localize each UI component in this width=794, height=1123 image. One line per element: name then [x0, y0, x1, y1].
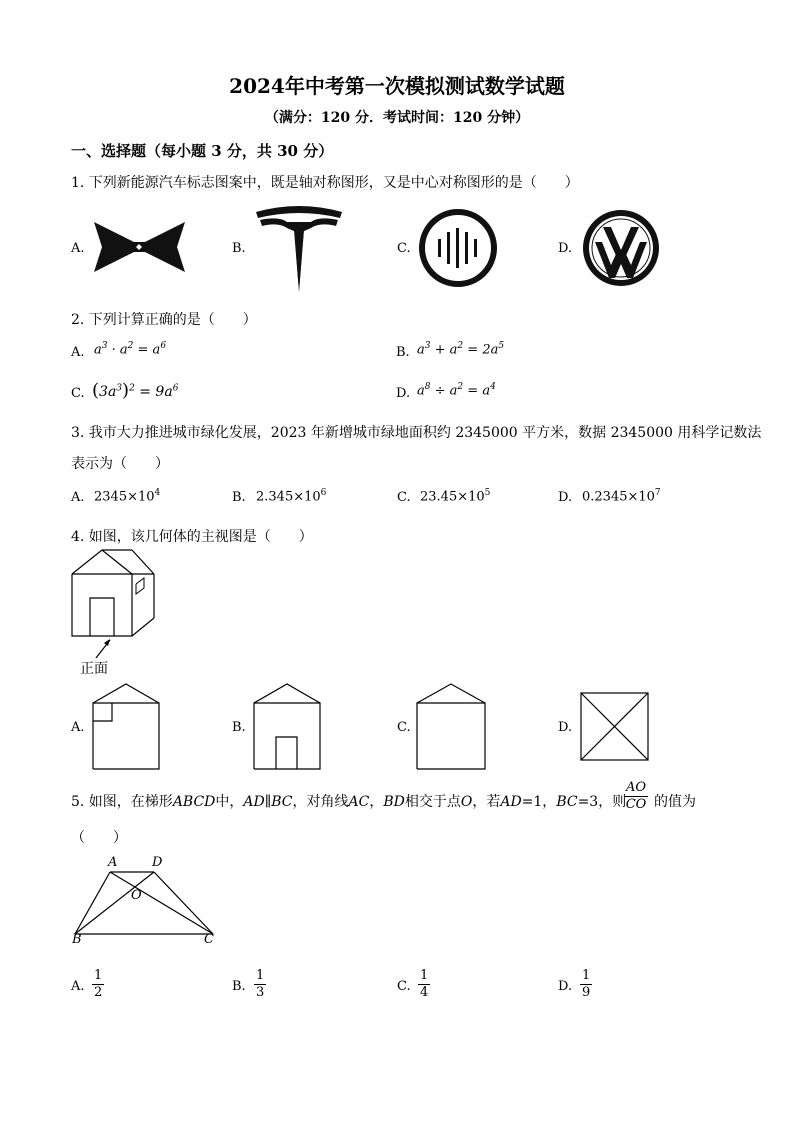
- q5-option-a-fraction: $\frac{1}{2}$: [94, 968, 103, 1000]
- q5-option-d-label: D.: [558, 979, 573, 994]
- question-3-stem-line2: 表示为（ ）: [71, 456, 169, 472]
- question-5-stem-tail: 的值为: [654, 794, 696, 810]
- question-5-stem: 5. 如图，在梯形ABCD中，AD∥BC，对角线AC，BD相交于点O，若AD=1，BC=3，则: [71, 794, 627, 810]
- q3-option-b-value: $2.345\times 10^6$: [256, 488, 327, 505]
- q4-option-d-figure: [580, 692, 650, 762]
- q5-stem-fraction: $\frac{AO}{CO}$: [625, 780, 647, 812]
- question-2-stem: 2. 下列计算正确的是（ ）: [71, 312, 257, 328]
- q2-option-b-expression: $a^3 + a^2 = 2a^5$: [417, 341, 505, 358]
- question-1-stem: 1. 下列新能源汽车标志图案中，既是轴对称图形，又是中心对称图形的是（ ）: [71, 175, 579, 191]
- q4-option-c-label: C.: [397, 720, 411, 735]
- q2-option-c-label: C.: [71, 386, 85, 401]
- q3-option-a-value: $2345\times 10^4$: [94, 488, 161, 505]
- q3-option-c-label: C.: [397, 490, 411, 505]
- tesla-logo-icon: [254, 204, 344, 294]
- q5-option-b-fraction: $\frac{1}{3}$: [256, 968, 265, 1000]
- volkswagen-logo-icon: [581, 208, 661, 288]
- q2-option-a-label: A.: [71, 345, 85, 360]
- q5-option-a-label: A.: [71, 979, 85, 994]
- q2-option-d-label: D.: [396, 386, 411, 401]
- exam-info: （满分：120 分．考试时间：120 分钟）: [264, 110, 530, 126]
- point-label-c: C: [204, 932, 214, 947]
- point-label-o: O: [131, 888, 142, 903]
- q4-option-c-figure: [416, 683, 488, 771]
- point-label-b: B: [72, 932, 82, 947]
- q3-option-b-label: B.: [232, 490, 246, 505]
- q1-option-a-label: A.: [71, 241, 85, 256]
- front-view-label: 正面: [80, 661, 108, 677]
- q3-option-a-label: A.: [71, 490, 85, 505]
- q4-option-a-label: A.: [71, 720, 85, 735]
- q5-option-c-fraction: $\frac{1}{4}$: [420, 968, 429, 1000]
- q5-option-d-fraction: $\frac{1}{9}$: [582, 968, 591, 1000]
- q5-trapezoid-figure: [72, 855, 222, 950]
- page-title: 2024年中考第一次模拟测试数学试题: [229, 74, 565, 98]
- question-5-stem-line2: （ ）: [71, 830, 127, 846]
- q2-option-c-expression: $(3a^3)^2 = 9a^6$: [92, 380, 179, 401]
- q1-option-b-label: B.: [232, 241, 246, 256]
- q1-option-d-label: D.: [558, 241, 573, 256]
- q2-option-d-expression: $a^8 \div a^2 = a^4$: [417, 382, 496, 399]
- question-4-stem: 4. 如图，该几何体的主视图是（ ）: [71, 529, 313, 545]
- q4-option-b-figure: [253, 683, 323, 771]
- q5-option-c-label: C.: [397, 979, 411, 994]
- question-3-stem-line1: 3. 我市大力推进城市绿化发展，2023 年新增城市绿地面积约 2345000 平方米，数据 2345000 用科学记数法: [71, 425, 762, 441]
- q3-option-d-label: D.: [558, 490, 573, 505]
- q3-option-c-value: $23.45\times 10^5$: [420, 488, 491, 505]
- point-label-a: A: [108, 855, 118, 870]
- q4-option-a-figure: [92, 683, 162, 771]
- q4-option-d-label: D.: [558, 720, 573, 735]
- q2-option-a-expression: $a^3 \cdot a^2 = a^6$: [94, 341, 167, 358]
- q5-option-b-label: B.: [232, 979, 246, 994]
- point-label-d: D: [152, 855, 163, 870]
- q4-option-b-label: B.: [232, 720, 246, 735]
- lines-circle-logo-icon: [418, 208, 498, 288]
- q3-option-d-value: $0.2345\times 10^7$: [582, 488, 661, 505]
- q2-option-b-label: B.: [396, 345, 410, 360]
- xpeng-logo-icon: [92, 218, 187, 276]
- section-heading: 一、选择题（每小题 3 分，共 30 分）: [71, 142, 334, 160]
- q1-option-c-label: C.: [397, 241, 411, 256]
